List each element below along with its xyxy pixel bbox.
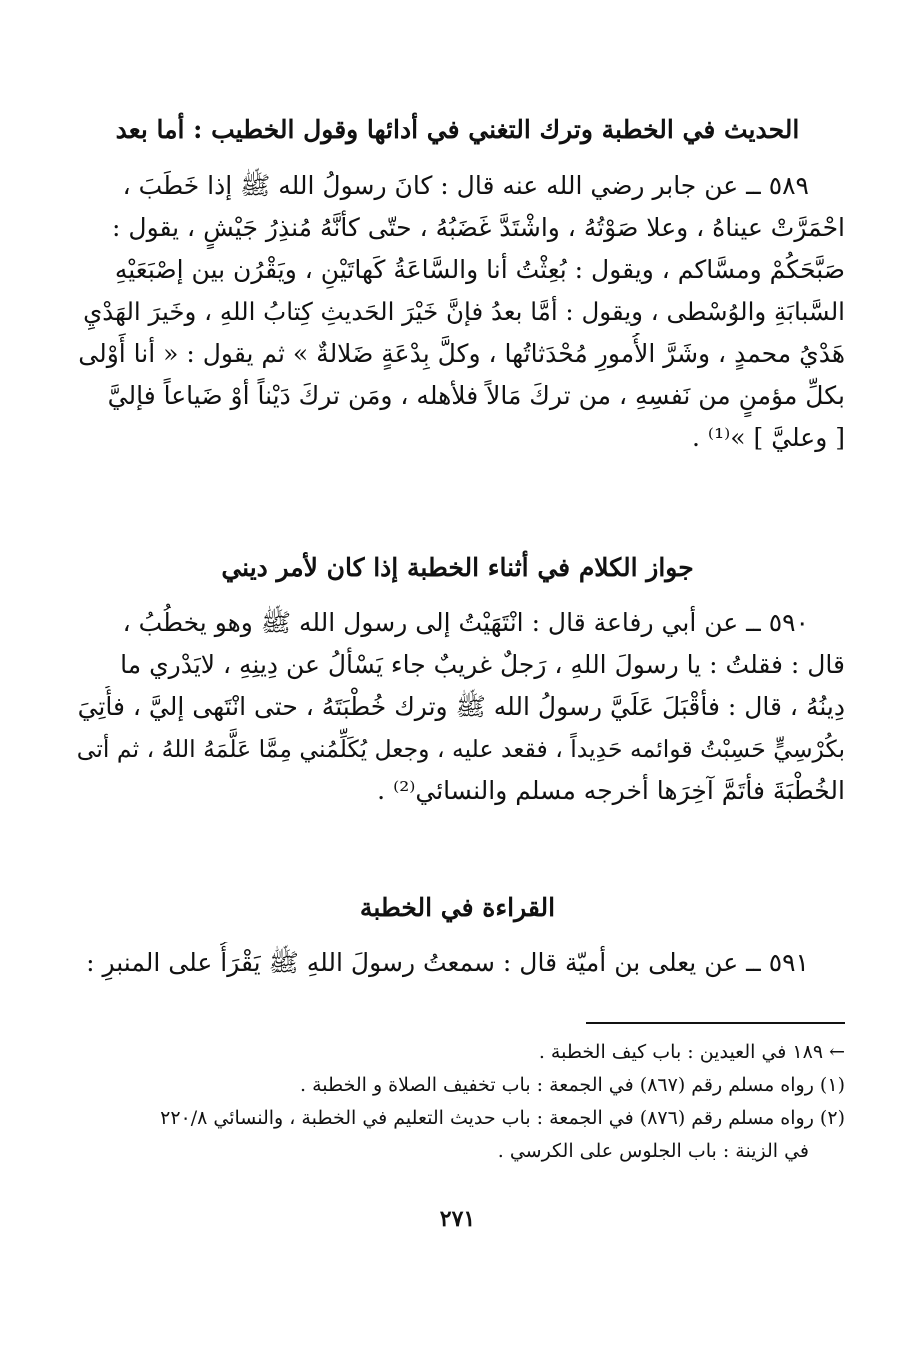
footnote-2-continuation: في الزينة : باب الجلوس على الكرسي . [497, 1140, 809, 1162]
text-line: هَدْيُ محمدٍ ، وشَرَّ الأُمورِ مُحْدَثاتُها ، وكلَّ بِدْعَةٍ ضَلالةٌ » ثم يقول : « أنا أَوْلى [78, 339, 845, 368]
hadith-591-paragraph [70, 942, 845, 984]
text-line: الخُطْبَةَ فأتَمَّ آخِرَها أخرجه مسلم والنسائي⁽²⁾ . [377, 776, 845, 805]
text-line: بكلِّ مؤمنٍ من نَفسِهِ ، من تركَ مَالاً فلأهله ، ومَن تركَ دَيْناً أوْ ضَياعاً فإليَّ [107, 381, 845, 410]
text-line: دِينُهُ ، قال : فأقْبَلَ عَلَيَّ رسولُ الله ﷺ وترك خُطْبَتَهُ ، حتى انْتَهى إليَّ ، فأُتِيَ [77, 692, 845, 721]
hadith-589-paragraph [70, 165, 845, 459]
text-line: صَبَّحَكُمْ ومسَّاكم ، ويقول : بُعِثْتُ أنا والسَّاعَةُ كَهاتَيْنِ ، ويَقْرُن بين إصْبَعَيْهِ [114, 255, 845, 284]
section-heading-speaking-during-sermon: جواز الكلام في أثناء الخطبة إذا كان لأمر ديني [221, 553, 694, 582]
text-line: السَّبابَةِ والوُسْطى ، ويقول : أمَّا بعدُ فإنَّ خَيْرَ الحَديثِ كِتابُ اللهِ ، وخَيرَ الهَدْيِ [83, 297, 845, 326]
text-line: ٥٩١ ــ عن يعلى بن أميّة قال : سمعتُ رسولَ اللهِ ﷺ يَقْرَأُ على المنبرِ : [86, 948, 809, 977]
section-heading-recitation-in-sermon: القراءة في الخطبة [359, 893, 556, 922]
footnote-2: (٢) رواه مسلم رقم (٨٧٦) في الجمعة : باب حديث التعليم في الخطبة ، والنسائي ٢٢٠/٨ [160, 1107, 845, 1129]
footnote-divider [586, 1022, 845, 1024]
text-line: احْمَرَّتْ عيناهُ ، وعلا صَوْتُهُ ، واشْتَدَّ غَضَبُهُ ، حتّى كأنَّهُ مُنذِرُ جَيْشٍ ، يقول : [112, 213, 845, 242]
text-line: ٥٨٩ ــ عن جابر رضي الله عنه قال : كانَ رسولُ الله ﷺ إذا خَطَبَ ، [122, 171, 809, 200]
text-line: ٥٩٠ ــ عن أبي رفاعة قال : انْتَهَيْتُ إلى رسول الله ﷺ وهو يخطُبُ ، [122, 608, 809, 637]
cross-reference-note: ← ١٨٩ في العيدين : باب كيف الخطبة . [538, 1041, 845, 1063]
text-line: بكُرْسِيٍّ حَسِبْتُ قوائمه حَدِيداً ، فقعد عليه ، وجعل يُكَلِّمُني مِمَّا عَلَّمَهُ اللهُ ، ثم أتى [76, 735, 845, 763]
page-number: ٢٧١ [439, 1206, 476, 1232]
footnote-1: (١) رواه مسلم رقم (٨٦٧) في الجمعة : باب تخفيف الصلاة و الخطبة . [300, 1074, 845, 1096]
text-line: [ وعليَّ ] »⁽¹⁾ . [692, 423, 845, 452]
text-line: قال : فقلتُ : يا رسولَ اللهِ ، رَجلٌ غريبٌ جاء يَسْألُ عن دِينِهِ ، لايَدْري ما [120, 650, 845, 679]
hadith-590-paragraph [70, 602, 845, 812]
section-heading-friday-sermon-speech: الحديث في الخطبة وترك التغني في أدائها وقول الخطيب : أما بعد [115, 115, 800, 144]
footnotes [70, 1036, 845, 1168]
